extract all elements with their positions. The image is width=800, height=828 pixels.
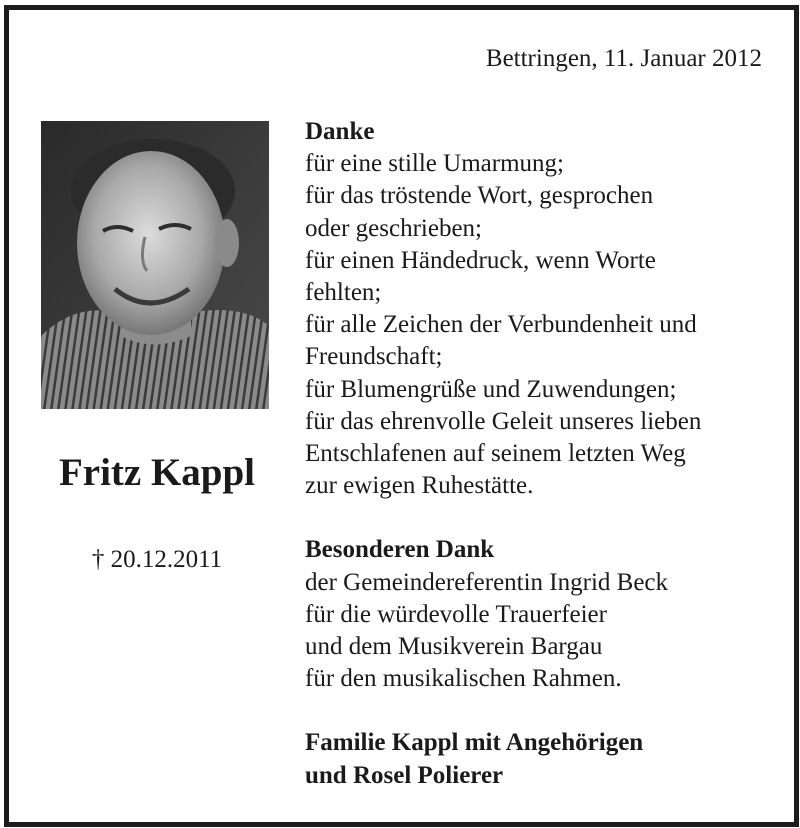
- special-thanks-line: für den musikalischen Rahmen.: [305, 665, 622, 693]
- special-thanks-line: der Gemeindereferentin Ingrid Beck: [305, 568, 669, 596]
- signature-line: Familie Kappl mit Angehörigen: [305, 729, 644, 757]
- thanks-line: für Blumengrüße und Zuwendungen;: [305, 375, 677, 403]
- thanks-line: für eine stille Umarmung;: [305, 150, 564, 178]
- thanks-line: für einen Händedruck, wenn Worte: [305, 246, 656, 274]
- thanks-text: [305, 116, 775, 792]
- thanks-line: fehlten;: [305, 279, 382, 307]
- deceased-name: Fritz Kappl: [58, 451, 256, 494]
- section-spacer: [305, 695, 775, 727]
- section-spacer: [305, 502, 775, 534]
- thanks-line: Freundschaft;: [305, 343, 443, 371]
- special-thanks-line: und dem Musikverein Bargau: [305, 633, 603, 661]
- thanks-line: zur ewigen Ruhestätte.: [305, 472, 534, 500]
- signature-line: und Rosel Polierer: [305, 761, 504, 789]
- date-line: Bettringen, 11. Januar 2012: [485, 45, 762, 72]
- thanks-line: für alle Zeichen der Verbundenheit und: [305, 311, 697, 339]
- obituary-card: [4, 5, 799, 827]
- thanks-line: für das tröstende Wort, gesprochen: [305, 182, 654, 210]
- portrait-photo: [41, 121, 269, 409]
- thanks-line: Entschlafenen auf seinem letzten Weg: [305, 440, 686, 468]
- thanks-line: für das ehrenvolle Geleit unseres lieben: [305, 407, 702, 435]
- special-thanks-line: für die würdevolle Trauerfeier: [305, 600, 607, 628]
- thanks-line: oder geschrieben;: [305, 214, 483, 242]
- thanks-heading: Danke: [305, 118, 375, 145]
- death-date: † 20.12.2011: [91, 546, 223, 573]
- special-thanks-heading: Besonderen Dank: [305, 536, 495, 564]
